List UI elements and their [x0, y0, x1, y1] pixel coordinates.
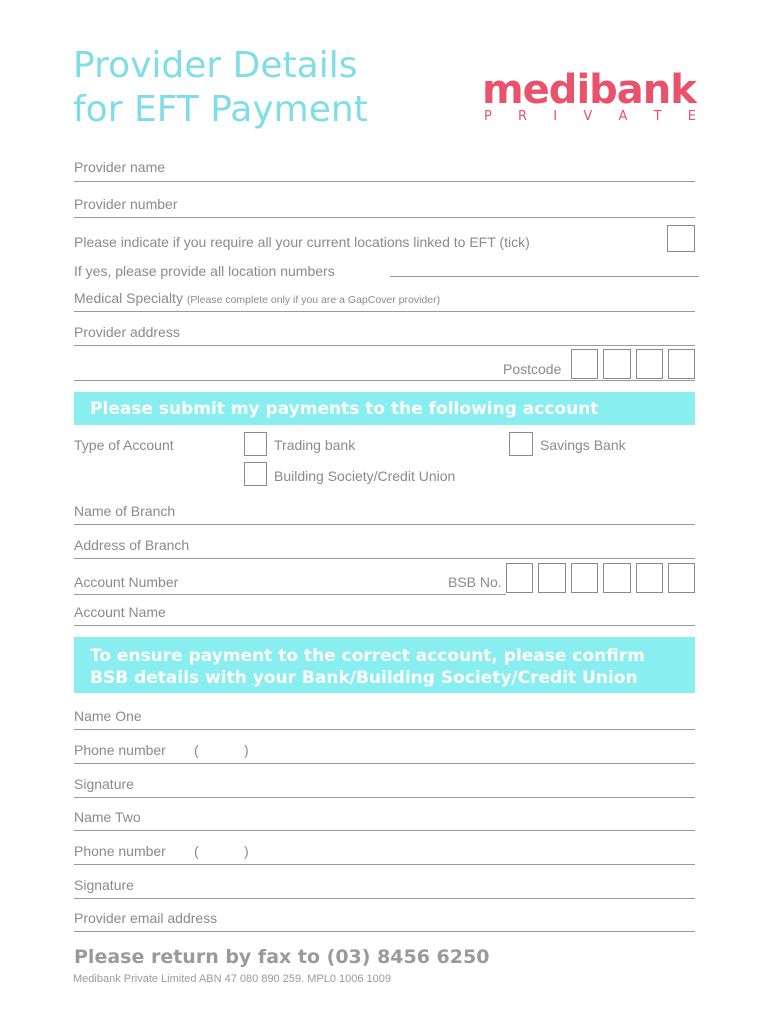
- signature-one-field[interactable]: [74, 797, 695, 798]
- signature-two-field[interactable]: [74, 898, 695, 899]
- bsb-label: BSB No.: [448, 574, 502, 590]
- name-one-field[interactable]: [74, 729, 695, 730]
- name-two-field[interactable]: [74, 830, 695, 831]
- bsb-digit-4[interactable]: [603, 563, 631, 593]
- specialty-note: (Please complete only if you are a GapCover provider): [186, 294, 441, 306]
- address-line-2-field[interactable]: [74, 380, 695, 381]
- phone-two-close-paren: ): [244, 843, 249, 859]
- account-type-label: Type of Account: [74, 437, 174, 453]
- account-number-label: Account Number: [74, 574, 179, 590]
- signature-two-label: Signature: [74, 877, 134, 893]
- phone-one-label: Phone number: [74, 742, 166, 758]
- email-field[interactable]: [74, 931, 695, 932]
- phone-one-open-paren: (: [194, 742, 199, 758]
- medical-specialty-label: Medical Specialty (Please complete only if you are a GapCover provider): [74, 290, 441, 306]
- page-title-line1: Provider Details: [73, 45, 358, 86]
- abn-footer: Medibank Private Limited ABN 47 080 890 259. MPL0 1006 1009: [73, 973, 391, 985]
- medical-specialty-field[interactable]: [74, 311, 695, 312]
- eft-question-label: Please indicate if you require all your current locations linked to EFT (tick): [74, 234, 530, 250]
- bsb-digit-2[interactable]: [538, 563, 566, 593]
- phone-two-open-paren: (: [194, 843, 199, 859]
- confirm-heading-line1: To ensure payment to the correct account, please confirm: [90, 646, 645, 666]
- provider-number-label: Provider number: [74, 196, 178, 212]
- phone-one-field[interactable]: [74, 763, 695, 764]
- logo-private-letters: P R I V A T E: [484, 109, 696, 124]
- trading-bank-checkbox[interactable]: [244, 432, 267, 456]
- building-society-checkbox[interactable]: [244, 462, 267, 486]
- postcode-digit-4[interactable]: [668, 349, 695, 379]
- branch-address-label: Address of Branch: [74, 537, 190, 553]
- location-numbers-field[interactable]: [390, 276, 699, 277]
- signature-one-label: Signature: [74, 776, 134, 792]
- bsb-digit-5[interactable]: [636, 563, 663, 593]
- phone-two-field[interactable]: [74, 864, 695, 865]
- phone-one-close-paren: ): [244, 742, 249, 758]
- bsb-digit-3[interactable]: [571, 563, 598, 593]
- building-society-label: Building Society/Credit Union: [274, 468, 456, 484]
- provider-name-field[interactable]: [74, 181, 695, 182]
- confirm-heading-line2: BSB details with your Bank/Building Society/Credit Union: [90, 668, 638, 688]
- name-two-label: Name Two: [74, 809, 141, 825]
- location-numbers-label: If yes, please provide all location numbers: [74, 263, 335, 279]
- account-number-field[interactable]: [74, 594, 506, 595]
- bsb-digit-1[interactable]: [506, 563, 533, 593]
- savings-bank-label: Savings Bank: [540, 437, 626, 453]
- page-title-line2: for EFT Payment: [73, 89, 368, 130]
- provider-address-label: Provider address: [74, 324, 180, 340]
- name-one-label: Name One: [74, 708, 142, 724]
- branch-name-field[interactable]: [74, 524, 695, 525]
- branch-address-field[interactable]: [74, 558, 695, 559]
- fax-instruction: Please return by fax to (03) 8456 6250: [74, 946, 490, 968]
- confirm-section-heading: [74, 637, 695, 693]
- account-name-label: Account Name: [74, 604, 166, 620]
- trading-bank-label: Trading bank: [274, 437, 356, 453]
- postcode-digit-2[interactable]: [603, 349, 631, 379]
- postcode-digit-1[interactable]: [571, 349, 598, 379]
- email-label: Provider email address: [74, 910, 218, 926]
- account-name-field[interactable]: [74, 625, 695, 626]
- provider-address-field[interactable]: [74, 345, 695, 346]
- phone-two-label: Phone number: [74, 843, 166, 859]
- medibank-logo: medibank: [482, 67, 696, 113]
- postcode-digit-3[interactable]: [636, 349, 663, 379]
- provider-name-label: Provider name: [74, 159, 166, 175]
- eft-tick-checkbox[interactable]: [667, 225, 695, 252]
- account-section-heading: Please submit my payments to the following account: [74, 392, 695, 425]
- savings-bank-checkbox[interactable]: [509, 432, 533, 456]
- bsb-digit-6[interactable]: [668, 563, 695, 593]
- provider-number-field[interactable]: [74, 217, 695, 218]
- branch-name-label: Name of Branch: [74, 503, 176, 519]
- postcode-label: Postcode: [503, 361, 562, 377]
